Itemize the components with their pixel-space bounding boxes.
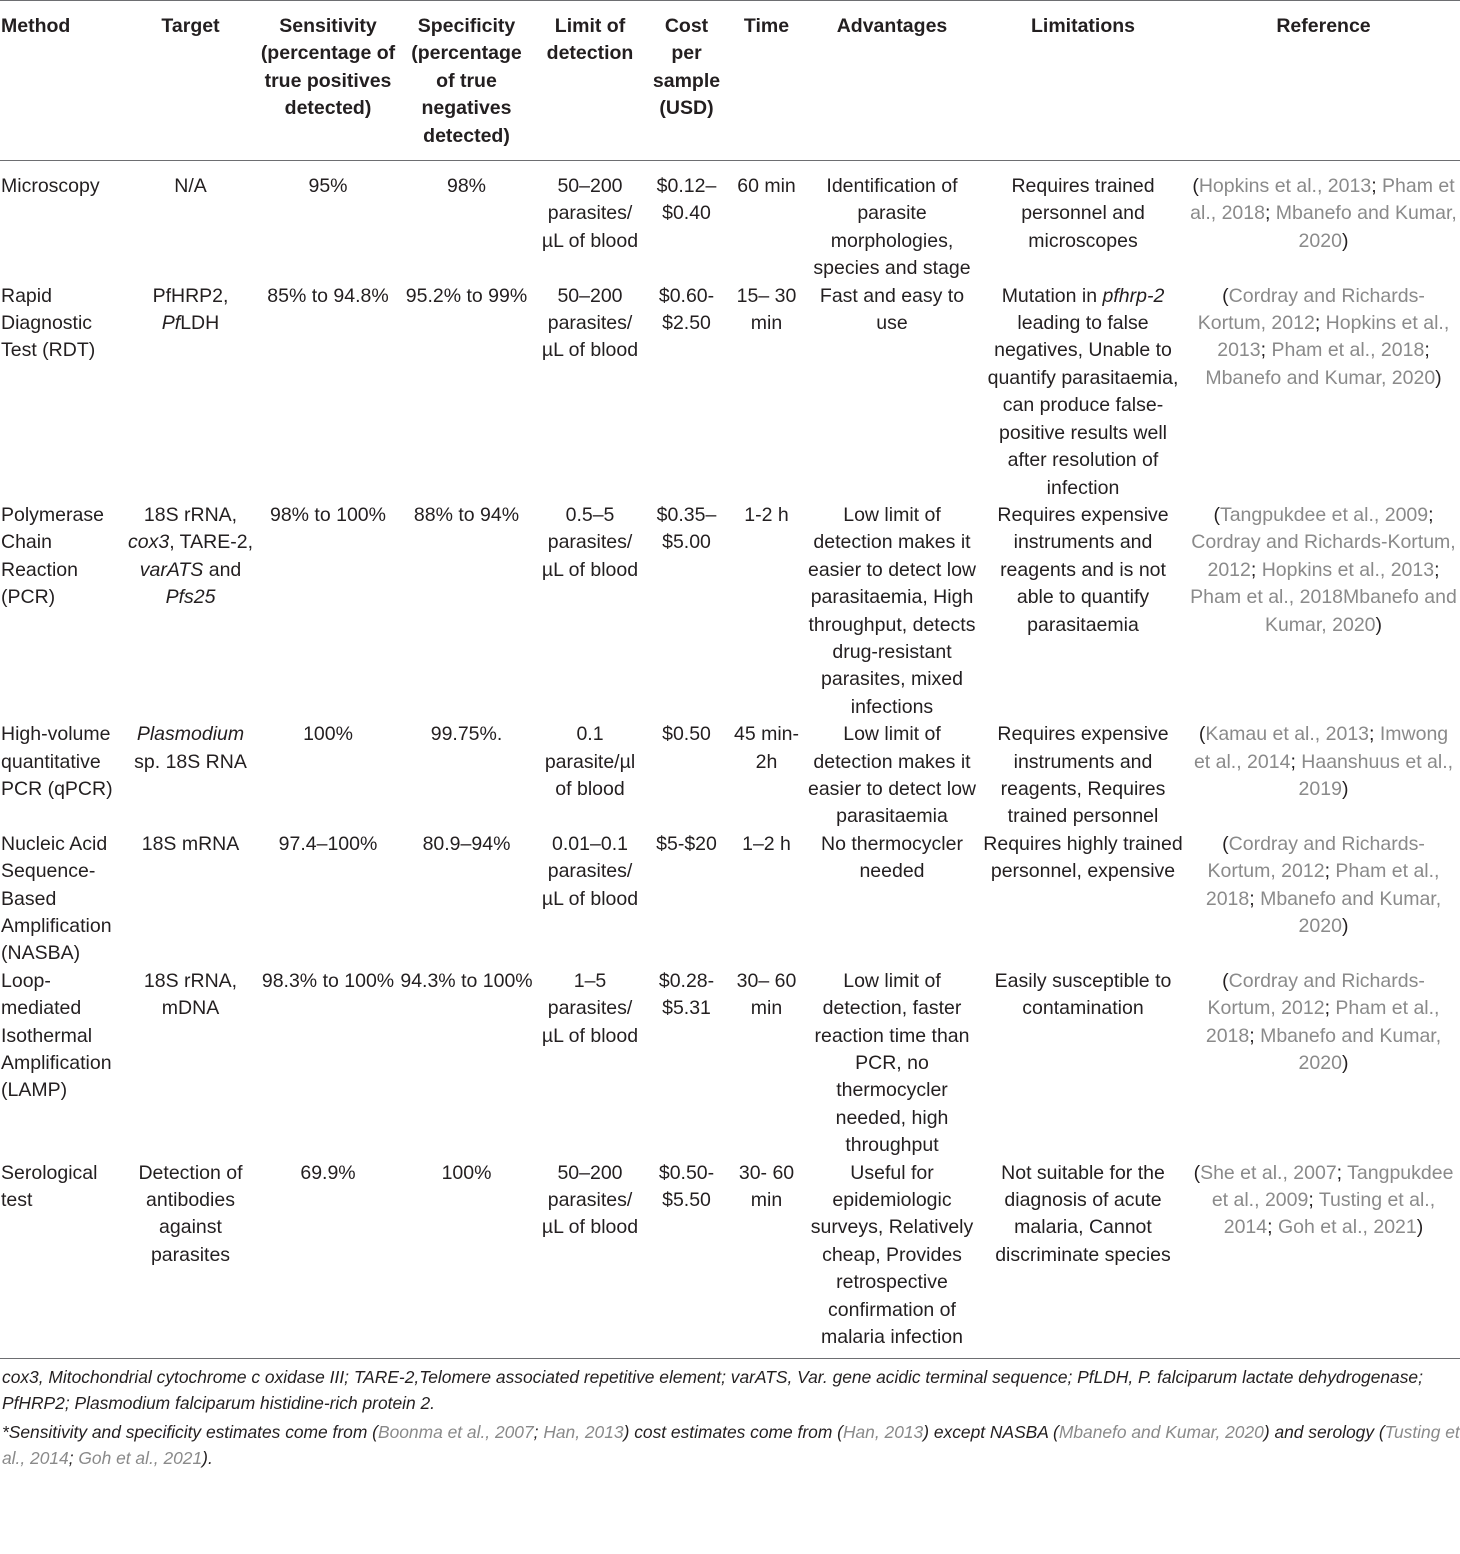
cell-sensitivity: 98.3% to 100%	[261, 969, 395, 992]
target-text: and	[203, 558, 242, 581]
footnote-text: ) and serology (	[1263, 1421, 1385, 1442]
cell-method: Nucleic Acid Sequence-Based Amplification (NASBA)	[1, 832, 112, 965]
reference-separator: ;	[1324, 860, 1336, 883]
target-text: , TARE-2,	[169, 531, 253, 554]
reference-link[interactable]: Tangpukdee et al., 2009	[1219, 503, 1429, 526]
reference-link[interactable]: Pham et al., 2018	[1205, 860, 1440, 910]
table-row-serological	[0, 1160, 1460, 1358]
reference-link[interactable]: Cordray and Richards-Kortum, 2012	[1207, 969, 1425, 1020]
footnote-text: *Sensitivity and specificity estimates come from (	[2, 1421, 378, 1442]
header-target: Target	[123, 1, 258, 161]
reference-paren-open: (	[1193, 1161, 1201, 1184]
cell-limit-of-detection: 0.1 parasite/µl of blood	[544, 723, 636, 800]
cell-cost: $0.35– $5.00	[656, 503, 717, 554]
cell-method: Microscopy	[1, 175, 100, 198]
reference-paren-close: )	[1416, 1216, 1424, 1239]
reference-paren-open: (	[1222, 969, 1229, 992]
reference-separator: ;	[1249, 1024, 1261, 1047]
target-text: LDH	[180, 312, 220, 335]
reference-link[interactable]: Imwong et al., 2014	[1193, 723, 1449, 773]
cell-sensitivity: 100%	[303, 723, 353, 746]
footnote-reference-link[interactable]: Mbanefo and Kumar, 2020	[1058, 1421, 1264, 1442]
reference-paren-close: )	[1341, 1052, 1349, 1075]
reference-link[interactable]: Pham et al., 2018Mbanefo and Kumar, 2020	[1190, 586, 1457, 636]
reference-paren-open: (	[1192, 175, 1199, 198]
reference-separator: ;	[1371, 175, 1383, 198]
cell-target	[123, 721, 258, 831]
header-time: Time	[728, 1, 805, 161]
cell-method: Serological test	[1, 1161, 98, 1212]
reference-separator: ;	[1290, 750, 1302, 773]
cell-time: 1-2 h	[744, 503, 789, 526]
target-italic-text: varATS	[139, 558, 204, 581]
cell-time: 45 min-2h	[733, 723, 800, 773]
cell-method: Polymerase Chain Reaction (PCR)	[1, 503, 104, 609]
reference-separator: ;	[1434, 558, 1440, 581]
cell-time: 1–2 h	[742, 832, 791, 855]
reference-link[interactable]: Mbanefo and Kumar, 2020	[1260, 887, 1442, 937]
target-italic-text: Pf	[161, 312, 181, 335]
header-cost: Cost per sample (USD)	[645, 1, 728, 161]
cell-method: Loop-mediated Isothermal Amplification (LAMP)	[1, 969, 112, 1102]
cell-specificity: 94.3% to 100%	[400, 969, 533, 992]
reference-link[interactable]: Mbanefo and Kumar, 2020	[1275, 202, 1457, 252]
cell-sensitivity: 95%	[308, 175, 348, 198]
cell-limit-of-detection: 50–200 parasites/ µL of blood	[541, 1161, 639, 1239]
cell-limitations: Easily susceptible to contamination	[994, 969, 1172, 1020]
table-row-nasba	[0, 831, 1460, 968]
table-row-qpcr	[0, 721, 1460, 831]
cell-cost: $0.60- $2.50	[658, 284, 715, 335]
cell-target: 18S rRNA, mDNA	[143, 969, 238, 1020]
footnote-text: ;	[68, 1447, 79, 1468]
cell-advantages: Low limit of detection makes it easier to detect low parasitaemia	[807, 723, 976, 828]
cell-limitations: Requires expensive instruments and reagents and is not able to quantify parasitaemia	[997, 503, 1169, 636]
cell-method: Rapid Diagnostic Test (RDT)	[1, 284, 96, 362]
target-italic-text: Plasmodium	[136, 723, 245, 746]
table-row-microscopy	[0, 161, 1460, 283]
header-sensitivity: Sensitivity (percentage of true positives detected)	[258, 1, 398, 161]
reference-link[interactable]: Pham et al., 2018	[1271, 339, 1425, 362]
reference-paren-close: )	[1341, 915, 1349, 937]
cell-time: 30– 60 min	[736, 969, 797, 1020]
cell-specificity: 80.9–94%	[422, 832, 511, 855]
cell-specificity: 100%	[441, 1161, 492, 1184]
reference-separator: ;	[1324, 997, 1336, 1020]
reference-link[interactable]: Hopkins et al., 2013	[1261, 558, 1435, 581]
cell-cost: $0.50- $5.50	[658, 1161, 715, 1212]
cell-advantages: Low limit of detection makes it easier to detect low parasitaemia, High throughput, detects drug-resistant parasites, mixed infections	[807, 503, 976, 718]
cell-sensitivity: 97.4–100%	[278, 832, 378, 855]
target-text: 18S rRNA,	[143, 503, 238, 526]
reference-link[interactable]: Mbanefo and Kumar, 2020	[1260, 1024, 1442, 1075]
cell-specificity: 99.75%.	[430, 723, 503, 746]
reference-link[interactable]: Cordray and Richards-Kortum, 2012	[1191, 531, 1456, 581]
cell-limitations: Requires trained personnel and microscopes	[1011, 175, 1155, 252]
reference-link[interactable]: Cordray and Richards-Kortum, 2012	[1207, 832, 1425, 883]
reference-link[interactable]: Mbanefo and Kumar, 2020	[1205, 366, 1436, 389]
reference-separator: ;	[1250, 558, 1262, 581]
cell-reference	[1187, 831, 1460, 968]
reference-link[interactable]: Goh et al., 2021	[1277, 1216, 1417, 1239]
reference-link[interactable]: Hopkins et al., 2013	[1198, 175, 1372, 198]
cell-sensitivity: 85% to 94.8%	[267, 284, 389, 307]
reference-separator: ;	[1249, 887, 1261, 910]
header-limit-of-detection: Limit of detection	[535, 1, 645, 161]
reference-link[interactable]: Pham et al., 2018	[1190, 175, 1455, 225]
reference-separator: ;	[1267, 1216, 1278, 1239]
reference-separator: ;	[1424, 339, 1430, 362]
cell-advantages: Fast and easy to use	[819, 284, 965, 335]
footnote-reference-link[interactable]: Han, 2013	[543, 1421, 624, 1442]
footnote-reference-link[interactable]: Goh et al., 2021	[78, 1447, 203, 1468]
reference-separator: ;	[1264, 202, 1276, 225]
cell-cost: $5-$20	[656, 832, 717, 855]
target-italic-text: cox3	[127, 531, 170, 554]
cell-cost: $0.50	[662, 723, 711, 746]
reference-link[interactable]: Kamau et al., 2013	[1205, 723, 1370, 746]
header-advantages: Advantages	[805, 1, 979, 161]
cell-limitations: Not suitable for the diagnosis of acute malaria, Cannot discriminate species	[995, 1161, 1171, 1266]
reference-link[interactable]: Tangpukdee et al., 2009	[1211, 1161, 1454, 1212]
reference-separator: ;	[1308, 1189, 1319, 1212]
cell-limit-of-detection: 50–200 parasites/ µL of blood	[541, 284, 639, 362]
footnote-reference-link[interactable]: Tusting et al., 2014	[2, 1421, 1460, 1468]
footnote-abbreviations: cox3, Mitochondrial cytochrome c oxidase III; TARE-2,Telomere associated repetitive element; varATS, Var. gene acidic terminal sequence; PfLDH, P. falciparum lactate dehydrogenase; PfHRP2; Plasmodium falciparum histidine-rich protein 2.	[2, 1366, 1423, 1413]
limitations-text: Mutation in	[1001, 284, 1103, 307]
reference-link[interactable]: Pham et al., 2018	[1205, 997, 1440, 1047]
table-row-pcr	[0, 502, 1460, 721]
cell-reference	[1187, 1160, 1460, 1358]
cell-limit-of-detection: 0.5–5 parasites/ µL of blood	[541, 503, 639, 581]
cell-reference	[1187, 502, 1460, 721]
reference-separator: ;	[1260, 339, 1272, 362]
reference-paren-close: )	[1341, 229, 1349, 252]
footnote-estimates	[2, 1419, 1460, 1471]
cell-reference	[1187, 161, 1460, 283]
cell-limit-of-detection: 0.01–0.1 parasites/ µL of blood	[541, 832, 639, 910]
footnote-text: ).	[202, 1447, 213, 1468]
cell-advantages: Low limit of detection, faster reaction time than PCR, no thermocycler needed, high throughput	[814, 969, 970, 1157]
reference-separator: ;	[1428, 503, 1434, 526]
header-specificity: Specificity (percentage of true negatives detected)	[398, 1, 535, 161]
cell-sensitivity: 69.9%	[300, 1161, 356, 1184]
cell-method: High-volume quantitative PCR (qPCR)	[1, 723, 113, 800]
footnote-text: ;	[533, 1421, 544, 1442]
cell-advantages: Identification of parasite morphologies, species and stage	[813, 175, 971, 280]
table-row-rdt	[0, 283, 1460, 502]
cell-time: 15– 30 min	[736, 284, 797, 335]
header-limitations: Limitations	[979, 1, 1187, 161]
cell-cost: $0.28- $5.31	[658, 969, 715, 1020]
cell-reference	[1187, 283, 1460, 502]
table-row-lamp	[0, 968, 1460, 1160]
table-footnotes	[0, 1358, 1460, 1471]
cell-specificity: 98%	[446, 175, 487, 198]
cell-limitations: Requires expensive instruments and reagents, Requires trained personnel	[997, 723, 1169, 828]
cell-limitations	[979, 283, 1187, 502]
header-row	[0, 1, 1460, 161]
cell-advantages: Useful for epidemiologic surveys, Relatively cheap, Provides retrospective confirmation of malaria infection	[810, 1161, 974, 1349]
reference-link[interactable]: Cordray and Richards-Kortum, 2012	[1197, 284, 1425, 335]
cell-advantages: No thermocycler needed	[821, 832, 963, 883]
target-text: sp. 18S RNA	[134, 750, 247, 773]
header-reference: Reference	[1187, 1, 1460, 161]
target-text: PfHRP2,	[152, 284, 229, 307]
cell-limitations: Requires highly trained personnel, expensive	[983, 832, 1183, 883]
reference-paren-close: )	[1435, 366, 1442, 389]
cell-specificity: 88% to 94%	[413, 503, 520, 526]
reference-link[interactable]: Hopkins et al., 2013	[1217, 312, 1450, 362]
cell-time: 60 min	[737, 175, 796, 198]
reference-separator: ;	[1314, 312, 1326, 335]
footnote-text: ) except NASBA (	[923, 1421, 1059, 1442]
reference-separator: ;	[1336, 1161, 1348, 1184]
cell-sensitivity: 98% to 100%	[269, 503, 386, 526]
limitations-italic-text: pfhrp-2	[1102, 284, 1165, 307]
cell-limit-of-detection: 50–200 parasites/ µL of blood	[541, 175, 639, 252]
footnote-text: ) cost estimates come from (	[623, 1421, 843, 1442]
reference-link[interactable]: She et al., 2007	[1200, 1161, 1337, 1184]
reference-link[interactable]: Tusting et al., 2014	[1223, 1189, 1436, 1239]
reference-paren-open: (	[1198, 723, 1206, 746]
cell-target: 18S mRNA	[141, 832, 240, 855]
reference-link[interactable]: Haanshuus et al., 2019	[1298, 750, 1454, 800]
cell-target: Detection of antibodies against parasites	[138, 1161, 243, 1266]
cell-target	[123, 502, 258, 721]
reference-paren-close: )	[1341, 777, 1349, 800]
cell-specificity: 95.2% to 99%	[405, 284, 528, 307]
cell-limit-of-detection: 1–5 parasites/ µL of blood	[541, 969, 639, 1047]
cell-reference	[1187, 721, 1460, 831]
reference-paren-open: (	[1222, 284, 1229, 307]
limitations-text: leading to false negatives, Unable to quantify parasitaemia, can produce false-positive results well after resolution of infection	[987, 312, 1179, 499]
cell-target	[123, 283, 258, 502]
footnote-reference-link[interactable]: Han, 2013	[842, 1421, 924, 1442]
footnote-reference-link[interactable]: Boonma et al., 2007	[377, 1421, 534, 1442]
cell-cost: $0.12– $0.40	[656, 175, 717, 225]
cell-reference	[1187, 968, 1460, 1160]
reference-paren-close: )	[1375, 613, 1383, 636]
cell-time: 30- 60 min	[738, 1161, 795, 1212]
header-method: Method	[0, 1, 123, 161]
reference-paren-open: (	[1213, 503, 1220, 526]
reference-separator: ;	[1369, 723, 1380, 746]
target-italic-text: Pfs25	[165, 586, 216, 609]
cell-target: N/A	[174, 175, 207, 198]
reference-paren-open: (	[1222, 832, 1229, 855]
